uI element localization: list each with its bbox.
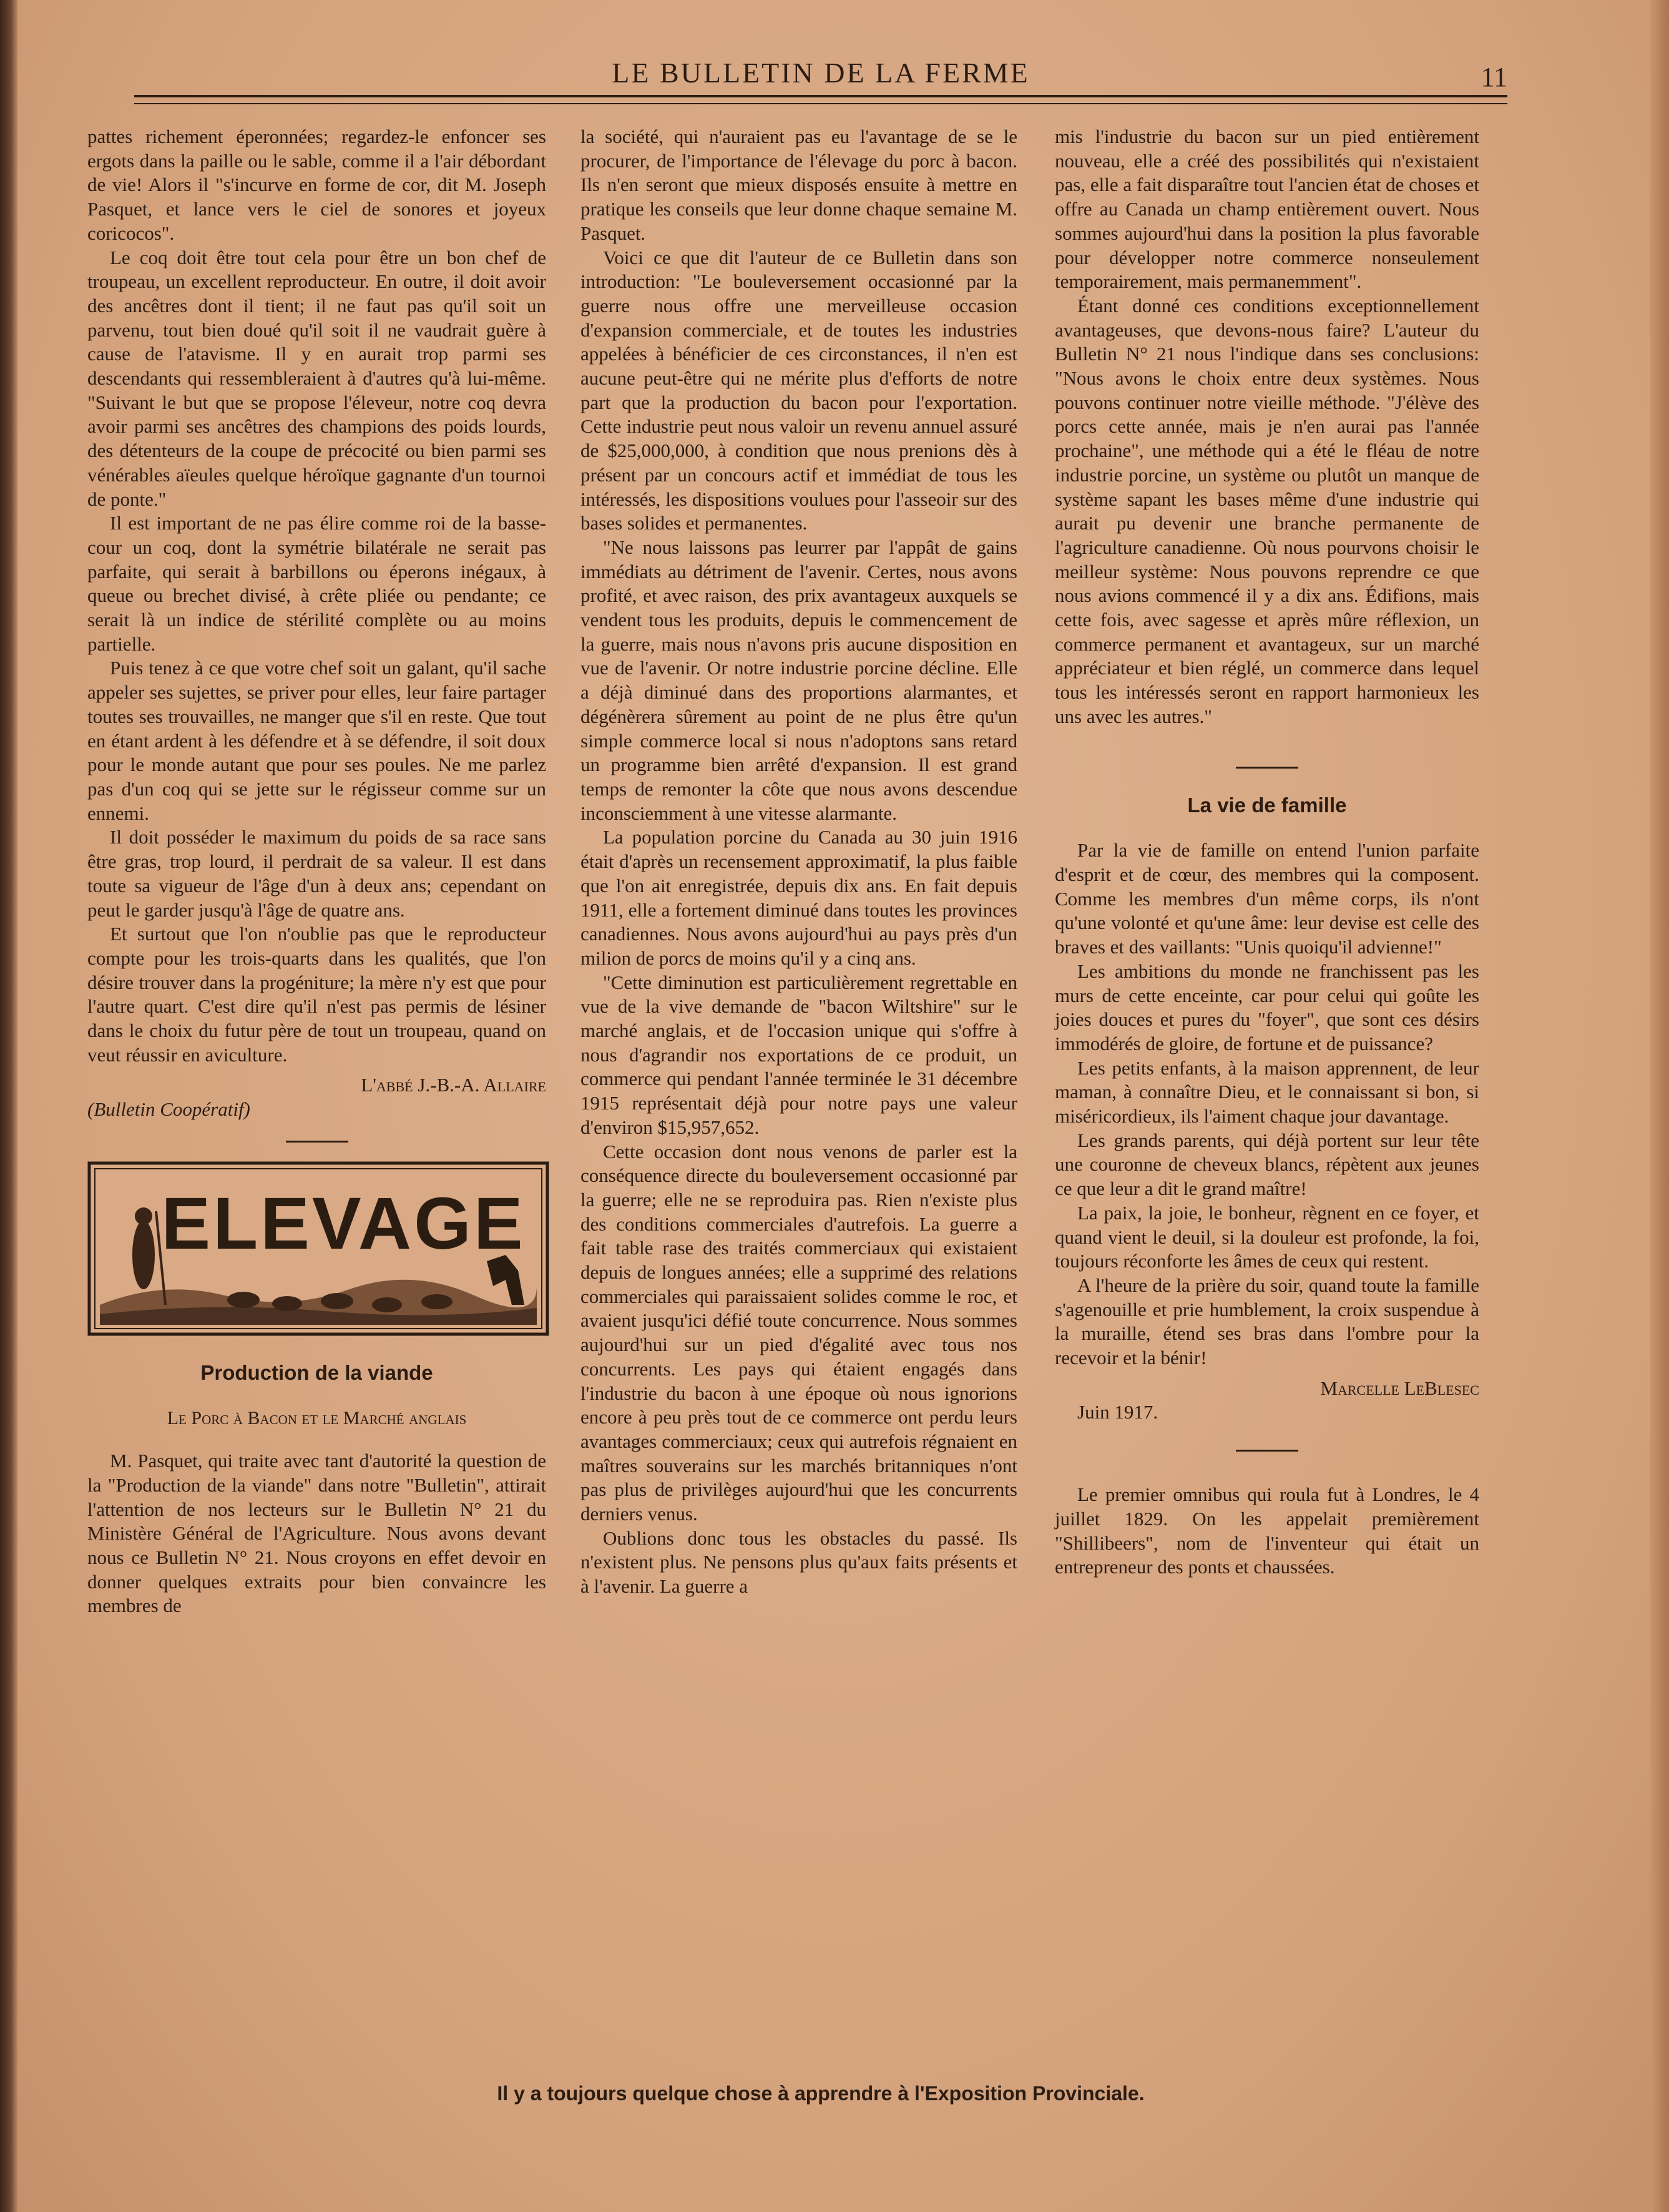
page-number: 11: [1481, 62, 1507, 92]
paragraph: La population porcine du Canada au 30 juin 1916 était d'après un recensement approximatif, la plus faible que l'on ait enregistrée, depuis dix ans. En fait depuis 1911, elle a fortement diminué dans toutes les provinces canadiennes. Nous avons aujourd'hui au pays près d'un milion de porcs de moins qu'il y a cinq ans.: [580, 826, 1017, 969]
source-credit: (Bulletin Coopératif): [87, 1098, 250, 1121]
header-rule: [134, 95, 1507, 104]
paragraph: Voici ce que dit l'auteur de ce Bulletin dans son introduction: "Le bouleversement occasionné par la guerre nous offre une merveilleuse occasion d'expansion commerciale, et de toutes les industries appelées à bénéficier de ces circonstances, il n'en est aucune peut-être qui ne mérite plus d'efforts de notre part que la production du bacon pour l'exportation. Cette industrie peut nous valoir un revenu annuel assuré de $25,000,000, à condition que nous prenions dès à présent par un concours actif et immédiat de tous les intéressés, les dispositions voulues pour l'asseoir sur des bases solides et permanentes.: [580, 246, 1017, 534]
elevage-banner: [87, 1161, 549, 1336]
paragraph: "Cette diminution est particulièrement regrettable en vue de la vive demande de "bacon Wiltshire" sur le marché anglais, et de l'occasion unique qui s'offre à nous d'agrandir nos exportations de ce produit, un commerce qui pendant l'année terminée le 31 décembre 1915 représentait déjà pour notre pays une valeur d'environ $15,957,652.: [580, 971, 1017, 1138]
paragraph: Le premier omnibus qui roula fut à Londres, le 4 juillet 1829. On les appelait premièrement "Shillibeers", nom de l'inventeur qui était un entrepreneur des ponts et chaussées.: [1055, 1483, 1479, 1578]
column-3: [1055, 125, 1479, 1580]
paragraph: Et surtout que l'on n'oublie pas que le reproducteur compte pour les trois-quarts dans les qualités, que l'on désire trouver dans la progéniture; la mère n'y est que pour l'autre quart. C'est dire qu'il n'est pas permis de lésiner dans le choix du futur père de tout un troupeau, quand on veut réussir en aviculture.: [87, 923, 546, 1066]
article-date: Juin 1917.: [1077, 1401, 1158, 1423]
section-divider: [286, 1141, 348, 1143]
column-1: [87, 125, 546, 1618]
paragraph: Les ambitions du monde ne franchissent pas les murs de cette enceinte, car pour celui qui goûte les joies douces et pures du "foyer", que sont ces désirs immodérés de gloire, de fortune et de puissance?: [1055, 960, 1479, 1054]
section-divider: [1236, 1450, 1298, 1452]
paragraph: Il est important de ne pas élire comme roi de la basse-cour un coq, dont la symétrie bilatérale ne serait pas parfaite, qui serait à barbillons ou éperons inégaux, à queue ou brechet divisé, à crête pliée ou pendante; ce serait là un indice de stérilité complète ou au moins partielle.: [87, 512, 546, 655]
paragraph: Les grands parents, qui déjà portent sur leur tête une couronne de cheveux blancs, répètent aux jeunes ce que leur a dit le grand maître!: [1055, 1129, 1479, 1200]
section-title-production: Production de la viande: [200, 1360, 433, 1384]
footer-slogan: Il y a toujours quelque chose à apprendre à l'Exposition Provinciale.: [497, 2082, 1145, 2105]
banner-title: ELEVAGE: [161, 1182, 526, 1265]
section-divider: [1236, 767, 1298, 769]
paragraph: la société, qui n'auraient pas eu l'avantage de se le procurer, de l'importance de l'élevage du porc à bacon. Ils n'en seront que mieux disposés ensuite à mettre en pratique les conseils que leur donne chaque semaine M. Pasquet.: [580, 125, 1017, 244]
section-title-family: La vie de famille: [1187, 793, 1347, 817]
page-right-edge: [1650, 0, 1669, 2212]
paragraph: Cette occasion dont nous venons de parler est la conséquence directe du bouleversement occasionné par la guerre; elle ne se reproduira pas. Rien n'existe plus des conditions commerciales d'autrefois. La guerre a fait table rase des traités commerciaux qui existaient depuis de longues années; elle a supprimé des relations commerciales qui paraissaient solides comme le roc, et avaient jusqu'ici défié toute concurrence. Nous sommes aujourd'hui sur un pied d'égalité avec tous nos concurrents. Les pays qui étaient engagés dans l'industrie du bacon à une époque où nous ignorions encore à peu près tout de ce commerce ont perdu leurs avantages commerciaux; ceux qui autrefois régnaient en maîtres souverains sur les marchés britanniques n'ont pas plus de privilèges aujourd'hui que les concurrents derniers venus.: [580, 1140, 1017, 1525]
elevage-banner-illustration: [87, 1161, 549, 1336]
paragraph: Par la vie de famille on entend l'union parfaite d'esprit et de cœur, des membres qui la composent. Comme les membres d'un même corps, ils n'ont qu'une volonté et qu'une âme: leur devise est celle des braves et des vaillants: "Unis quoiqu'il advienne!": [1055, 839, 1479, 958]
paragraph: Étant donné ces conditions exceptionnellement avantageuses, que devons-nous faire? L'auteur du Bulletin N° 21 nous l'indique dans ses conclusions: "Nous avons le choix entre deux systèmes. Nous pouvons continuer notre vieille méthode. "J'élève des porcs cette année, mais je n'en aurai pas l'année prochaine", une méthode qui a été le fléau de notre industrie porcine, un système ou plutôt un manque de système sapant les bases même d'une industrie qui aurait pu devenir une branche permanente de l'agriculture canadienne. Où nous pourvons choisir le meilleur système: Nous pouvons reprendre ce que nous avions commencé il y a dix ans. Édifions, mais cette fois, avec sagesse et après mûre réflexion, un commerce permanent et avantageux, sur un marché appréciateur et bien réglé, un commerce dans lequel tous les intéressés seront en rapport harmonieux les uns avec les autres.": [1055, 294, 1479, 727]
paragraph: La paix, la joie, le bonheur, règnent en ce foyer, et quand vient le deuil, si la douleur est profonde, la foi, toujours réconforte les âmes de ceux qui restent.: [1055, 1201, 1479, 1272]
page-spine-shadow: [0, 0, 17, 2212]
paragraph: mis l'industrie du bacon sur un pied entièrement nouveau, elle a créé des possibilités qui n'existaient pas, elle a fait disparaître tout l'ancien état de choses et offre au Canada un champ entièrement ouvert. Nous sommes aujourd'hui dans la position la plus favorable pour développer notre commerce nonseulement temporairement, mais permanemment".: [1055, 125, 1479, 293]
paragraph: Il doit posséder le maximum du poids de sa race sans être gras, trop lourd, il perdrait de sa valeur. Il est dans toute sa vigueur de l'âge d'un à deux ans; cependant on peut le garder jusqu'à l'âge de quatre ans.: [87, 826, 546, 921]
paragraph: Oublions donc tous les obstacles du passé. Ils n'existent plus. Ne pensons plus qu'aux faits présents et à l'avenir. La guerre a: [580, 1526, 1017, 1598]
masthead-title: LE BULLETIN DE LA FERME: [612, 57, 1030, 89]
page-header: [134, 54, 1507, 91]
paragraph: "Ne nous laissons pas leurrer par l'appât de gains immédiats au détriment de l'avenir. Certes, nous avons profité, et avec raison, des prix avantageux auxquels se vendent tous les produits, depuis le commencement de la guerre, mais nous n'avons pris aucune disposition en vue de l'avenir. Or notre industrie porcine décline. Elle a déjà diminué dans des proportions alarmantes, et dégénèrera sûrement au point de ne plus être qu'un simple commerce local si nous n'adoptons sans retard un programme bien arrêté d'expansion. Il est grand temps de remonter la côte que nous avons descendue inconsciemment à une vitesse alarmante.: [580, 536, 1017, 824]
paragraph: Les petits enfants, à la maison apprennent, de leur maman, à connaître Dieu, et le connaissant si bon, si miséricordieux, ils l'aiment chaque jour davantage.: [1055, 1056, 1479, 1128]
paragraph: M. Pasquet, qui traite avec tant d'autorité la question de la "Production de la viande" dans notre "Bulletin", attirait l'attention de nos lecteurs sur le Bulletin N° 21 du Ministère Général de l'Agriculture. Nous avons devant nous ce Bulletin N° 21. Nous croyons en effet devoir en donner quelques extraits pour bien convaincre les membres de: [87, 1450, 546, 1617]
paragraph: A l'heure de la prière du soir, quand toute la famille s'agenouille et prie humblement, la croix suspendue à la muraille, étend ses bras dans l'ombre pour la recevoir et la bénir!: [1055, 1274, 1479, 1369]
paragraph: Puis tenez à ce que votre chef soit un galant, qu'il sache appeler ses sujettes, se priver pour elles, leur faire partager toutes ses trouvailles, ne manger que s'il en reste. Que tout en étant ardent à les défendre et à se défendre, il soit doux pour le monde autant que pour ses poules. Ne me parlez pas d'un coq qui se jette sur le régisseur comme sur un ennemi.: [87, 657, 546, 824]
paragraph: Le coq doit être tout cela pour être un bon chef de troupeau, un excellent reproducteur. En outre, il doit avoir des ancêtres dont il tient; il ne faut pas qu'il soit un parvenu, tout bien doué qu'il soit il ne vaudrait guère à cause de l'atavisme. Il y en aurait trop parmi ses descendants qui ressembleraient à d'autres qu'à lui-même. "Suivant le but que se propose l'éleveur, notre coq devra avoir parmi ses ancêtres des champions des poids lourds, des détenteurs de la coupe de précocité ou bien parmi ses vénérables aïeules quelque héroïque gagnante d'un tournoi de ponte.": [87, 246, 546, 510]
author-signature: L'abbé J.-B.-A. Allaire: [361, 1074, 546, 1096]
author-signature: Marcelle LeBlesec: [1320, 1377, 1479, 1399]
section-subtitle: Le Porc à Bacon et le Marché anglais: [167, 1407, 467, 1428]
paragraph: pattes richement éperonnées; regardez-le enfoncer ses ergots dans la paille ou le sable, comme il a l'air débordant de vie! Alors il "s'incurve en forme de cor, dit M. Joseph Pasquet, et lance vers le ciel de sonores et joyeux coricocos".: [87, 125, 546, 244]
column-2: [580, 125, 1017, 1599]
